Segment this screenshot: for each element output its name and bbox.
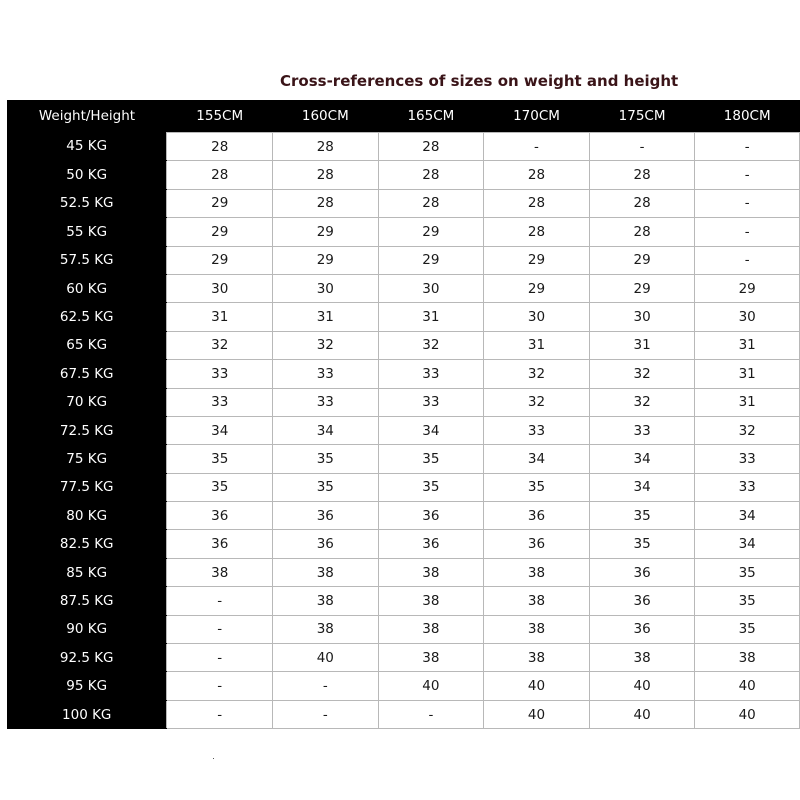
- table-row: [7, 331, 800, 359]
- size-cell: 38: [167, 558, 273, 586]
- weight-label: 82.5 KG: [7, 530, 167, 558]
- table-row: [7, 388, 800, 416]
- size-cell: 29: [589, 246, 695, 274]
- weight-label: 62.5 KG: [7, 303, 167, 331]
- table-body: [7, 133, 800, 729]
- size-cell: 31: [273, 303, 379, 331]
- table-header-row: [7, 100, 800, 133]
- size-cell: 30: [484, 303, 590, 331]
- header-height-155cm: 155CM: [167, 100, 273, 133]
- size-cell: 29: [273, 218, 379, 246]
- weight-label: 72.5 KG: [7, 416, 167, 444]
- size-cell: 30: [378, 274, 484, 302]
- weight-label: 70 KG: [7, 388, 167, 416]
- size-cell: 35: [695, 558, 800, 586]
- size-cell: -: [695, 161, 800, 189]
- size-cell: 29: [484, 246, 590, 274]
- table-row: [7, 615, 800, 643]
- stray-dot: [213, 758, 214, 759]
- size-cell: 36: [167, 502, 273, 530]
- size-cell: 38: [378, 644, 484, 672]
- weight-label: 80 KG: [7, 502, 167, 530]
- table-row: [7, 558, 800, 586]
- size-cell: 28: [589, 189, 695, 217]
- table-row: [7, 530, 800, 558]
- size-cell: 28: [378, 189, 484, 217]
- size-cell: 35: [695, 587, 800, 615]
- size-cell: 29: [589, 274, 695, 302]
- size-cell: 29: [378, 218, 484, 246]
- size-cell: 35: [589, 502, 695, 530]
- size-cell: 36: [589, 615, 695, 643]
- weight-label: 85 KG: [7, 558, 167, 586]
- size-cell: 31: [167, 303, 273, 331]
- size-cell: 28: [273, 161, 379, 189]
- header-height-165cm: 165CM: [378, 100, 484, 133]
- size-cell: 31: [589, 331, 695, 359]
- table-row: [7, 161, 800, 189]
- size-cell: 34: [484, 445, 590, 473]
- table-row: [7, 672, 800, 700]
- table-row: [7, 587, 800, 615]
- size-cell: 40: [484, 700, 590, 728]
- size-cell: 34: [589, 473, 695, 501]
- size-cell: 28: [484, 189, 590, 217]
- header-height-180cm: 180CM: [695, 100, 800, 133]
- size-cell: -: [167, 700, 273, 728]
- header-height-160cm: 160CM: [273, 100, 379, 133]
- weight-label: 52.5 KG: [7, 189, 167, 217]
- header-weight-height: Weight/Height: [7, 100, 167, 133]
- size-cell: -: [589, 133, 695, 161]
- size-cell: 38: [484, 587, 590, 615]
- size-cell: 32: [589, 388, 695, 416]
- size-cell: 31: [378, 303, 484, 331]
- weight-label: 75 KG: [7, 445, 167, 473]
- weight-label: 95 KG: [7, 672, 167, 700]
- size-cell: 34: [167, 416, 273, 444]
- size-cell: 35: [378, 473, 484, 501]
- size-cell: 33: [167, 388, 273, 416]
- size-cell: 35: [695, 615, 800, 643]
- table-row: [7, 189, 800, 217]
- size-cell: 29: [484, 274, 590, 302]
- table-row: [7, 445, 800, 473]
- header-height-170cm: 170CM: [484, 100, 590, 133]
- size-cell: 35: [484, 473, 590, 501]
- size-cell: 35: [378, 445, 484, 473]
- size-cell: 40: [378, 672, 484, 700]
- size-cell: 35: [589, 530, 695, 558]
- size-cell: 36: [378, 502, 484, 530]
- header-height-175cm: 175CM: [589, 100, 695, 133]
- size-cell: 33: [589, 416, 695, 444]
- size-cell: 28: [273, 189, 379, 217]
- size-cell: 40: [273, 644, 379, 672]
- weight-label: 65 KG: [7, 331, 167, 359]
- table-row: [7, 274, 800, 302]
- size-cell: 33: [695, 473, 800, 501]
- size-cell: 29: [273, 246, 379, 274]
- table-row: [7, 416, 800, 444]
- size-cell: 40: [695, 672, 800, 700]
- size-cell: 38: [589, 644, 695, 672]
- size-cell: -: [167, 672, 273, 700]
- table-row: [7, 303, 800, 331]
- size-cell: 28: [589, 218, 695, 246]
- table-row: [7, 218, 800, 246]
- size-cell: 38: [378, 587, 484, 615]
- size-cell: 28: [273, 133, 379, 161]
- size-cell: 35: [167, 445, 273, 473]
- size-cell: 32: [484, 388, 590, 416]
- size-cell: 28: [484, 161, 590, 189]
- size-cell: 36: [167, 530, 273, 558]
- size-cell: -: [167, 615, 273, 643]
- size-cell: 28: [378, 161, 484, 189]
- size-cell: 28: [484, 218, 590, 246]
- size-cell: 35: [167, 473, 273, 501]
- size-cell: 36: [484, 502, 590, 530]
- size-cell: -: [167, 644, 273, 672]
- size-cell: 38: [273, 587, 379, 615]
- size-cell: 33: [273, 388, 379, 416]
- size-cell: 31: [695, 331, 800, 359]
- table-row: [7, 644, 800, 672]
- weight-label: 87.5 KG: [7, 587, 167, 615]
- weight-label: 90 KG: [7, 615, 167, 643]
- size-cell: 30: [167, 274, 273, 302]
- size-cell: 30: [589, 303, 695, 331]
- size-cell: 35: [273, 473, 379, 501]
- page-title: Cross-references of sizes on weight and height: [280, 72, 679, 90]
- size-cell: -: [695, 189, 800, 217]
- table-row: [7, 246, 800, 274]
- size-cell: 38: [695, 644, 800, 672]
- weight-label: 100 KG: [7, 700, 167, 728]
- size-cell: 36: [589, 558, 695, 586]
- size-cell: 38: [378, 558, 484, 586]
- weight-label: 67.5 KG: [7, 360, 167, 388]
- size-cell: 38: [484, 615, 590, 643]
- size-cell: 40: [589, 700, 695, 728]
- size-cell: 32: [378, 331, 484, 359]
- weight-label: 55 KG: [7, 218, 167, 246]
- size-cell: -: [273, 672, 379, 700]
- weight-label: 92.5 KG: [7, 644, 167, 672]
- size-cell: 30: [695, 303, 800, 331]
- size-cell: 36: [484, 530, 590, 558]
- size-cell: 33: [273, 360, 379, 388]
- size-cell: 31: [695, 360, 800, 388]
- size-cell: 28: [378, 133, 484, 161]
- size-cell: 36: [273, 502, 379, 530]
- table-row: [7, 473, 800, 501]
- weight-label: 57.5 KG: [7, 246, 167, 274]
- size-cell: 29: [167, 189, 273, 217]
- size-cell: 35: [273, 445, 379, 473]
- size-cell: 40: [695, 700, 800, 728]
- size-cell: 36: [273, 530, 379, 558]
- size-cell: 32: [167, 331, 273, 359]
- size-cell: -: [695, 218, 800, 246]
- table-row: [7, 360, 800, 388]
- size-cell: 32: [273, 331, 379, 359]
- size-cell: 34: [695, 530, 800, 558]
- size-cell: -: [484, 133, 590, 161]
- size-cell: -: [378, 700, 484, 728]
- size-cell: 34: [589, 445, 695, 473]
- size-cell: 32: [484, 360, 590, 388]
- size-cell: 28: [167, 133, 273, 161]
- size-cell: -: [273, 700, 379, 728]
- size-cell: 28: [589, 161, 695, 189]
- size-cell: 38: [484, 558, 590, 586]
- weight-label: 50 KG: [7, 161, 167, 189]
- size-cell: 34: [273, 416, 379, 444]
- size-cell: 33: [378, 388, 484, 416]
- size-cell: 38: [484, 644, 590, 672]
- table-row: [7, 502, 800, 530]
- size-chart-table: [7, 100, 800, 729]
- size-cell: 34: [378, 416, 484, 444]
- size-cell: 38: [273, 615, 379, 643]
- size-cell: 40: [589, 672, 695, 700]
- size-cell: 33: [695, 445, 800, 473]
- size-cell: 28: [167, 161, 273, 189]
- size-cell: 33: [167, 360, 273, 388]
- table-row: [7, 700, 800, 728]
- size-cell: 31: [484, 331, 590, 359]
- size-cell: -: [695, 246, 800, 274]
- table-row: [7, 133, 800, 161]
- size-cell: 40: [484, 672, 590, 700]
- size-cell: 31: [695, 388, 800, 416]
- size-cell: 34: [695, 502, 800, 530]
- size-cell: 29: [167, 246, 273, 274]
- size-cell: 33: [484, 416, 590, 444]
- weight-label: 45 KG: [7, 133, 167, 161]
- size-cell: 36: [378, 530, 484, 558]
- size-cell: 32: [589, 360, 695, 388]
- size-cell: 29: [695, 274, 800, 302]
- size-cell: 38: [378, 615, 484, 643]
- size-cell: 30: [273, 274, 379, 302]
- size-cell: 36: [589, 587, 695, 615]
- size-cell: 29: [378, 246, 484, 274]
- size-cell: 38: [273, 558, 379, 586]
- size-cell: -: [167, 587, 273, 615]
- size-cell: -: [695, 133, 800, 161]
- weight-label: 60 KG: [7, 274, 167, 302]
- size-cell: 33: [378, 360, 484, 388]
- weight-label: 77.5 KG: [7, 473, 167, 501]
- size-cell: 29: [167, 218, 273, 246]
- size-cell: 32: [695, 416, 800, 444]
